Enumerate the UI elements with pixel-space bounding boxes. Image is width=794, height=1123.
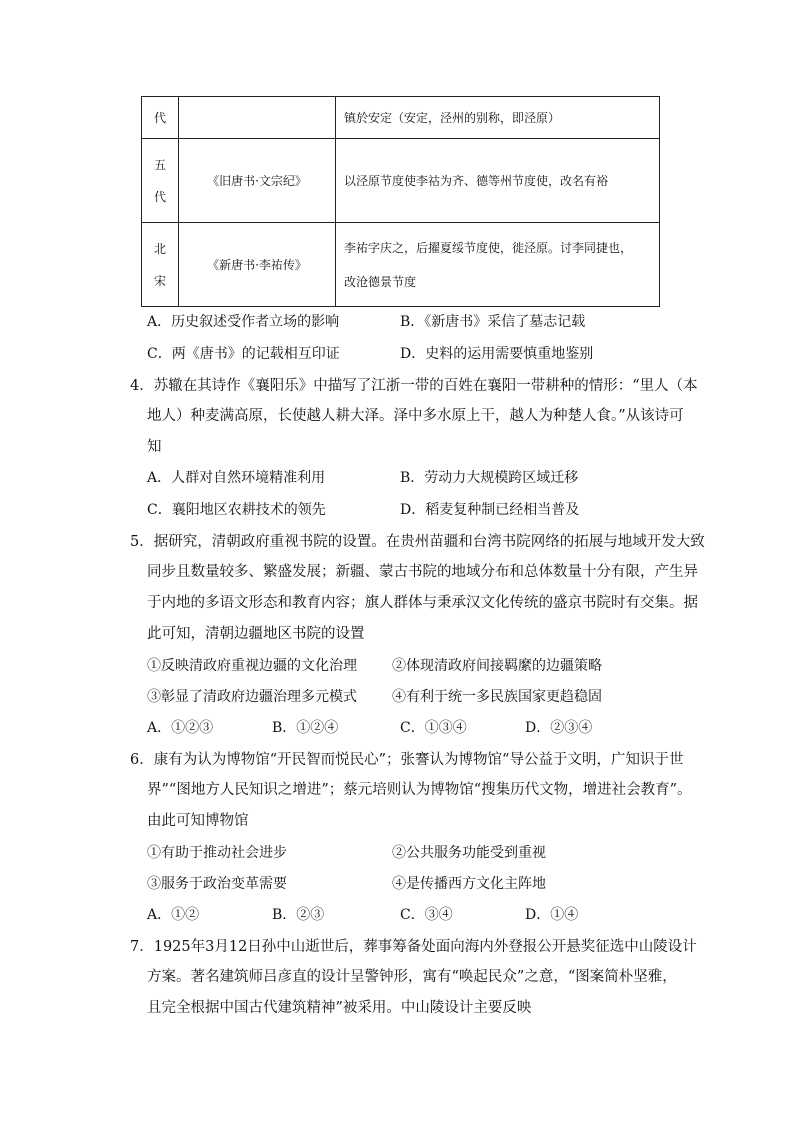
q6-option-d: D．①④	[525, 907, 579, 923]
era-cell	[142, 97, 179, 139]
content-cell	[336, 139, 660, 223]
q6-item-4: ④是传播西方文化主阵地	[392, 876, 546, 892]
era-char: 代	[153, 110, 166, 125]
q3-option-a: A．历史叙述受作者立场的影响	[147, 314, 340, 330]
q7-stem-line: 且完全根据中国古代建筑精神”被采用。中山陵设计主要反映	[147, 1000, 532, 1016]
q6-item-3: ③服务于政治变革需要	[147, 876, 287, 892]
q3-option-c: C．两《唐书》的记载相互印证	[147, 346, 340, 362]
q5-option-d: D．②③④	[525, 720, 593, 736]
table-row	[142, 139, 660, 223]
era-cell	[142, 139, 179, 223]
q5-item-1: ①反映清政府重视边疆的文化治理	[147, 658, 357, 674]
era-char: 宋	[153, 273, 166, 288]
q5-item-4: ④有利于统一多民族国家更趋稳固	[392, 689, 602, 705]
q6-option-c: C．③④	[400, 907, 453, 923]
q4-stem-line: 地人）种麦满高原，长使越人耕大泽。泽中多水原上干，越人为种楚人食。”从该诗可	[147, 408, 684, 424]
source-table	[141, 96, 660, 307]
content-line: 改沧德景节度	[344, 274, 417, 289]
q6-item-2: ②公共服务功能受到重视	[392, 845, 546, 861]
q6-option-b: B．②③	[272, 907, 325, 923]
content-line: 李祐字庆之，后擢夏绥节度使，徙泾原。讨李同捷也，	[344, 240, 633, 255]
q6-option-a: A．①②	[147, 907, 200, 923]
q6-stem-line: 界”“图地方人民知识之增进”；蔡元培则认为博物馆“搜集历代文物，增进社会教育”。	[147, 782, 692, 798]
content-line: 以泾原节度使李祜为齐、德等州节度使，改名有裕	[344, 173, 609, 188]
q6-item-1: ①有助于推动社会进步	[147, 845, 287, 861]
q5-stem-line: 此可知，清朝边疆地区书院的设置	[147, 626, 365, 642]
source-cell	[179, 97, 336, 139]
q5-option-a: A．①②③	[147, 720, 214, 736]
content-line: 镇於安定（安定，泾州的别称，即泾原）	[344, 110, 561, 125]
content-cell	[336, 97, 660, 139]
q5-option-b: B．①②④	[272, 720, 339, 736]
q3-option-b: B．《新唐书》采信了墓志记载	[400, 314, 586, 330]
q5-option-c: C．①③④	[400, 720, 467, 736]
q4-option-c: C．襄阳地区农耕技术的领先	[147, 502, 326, 518]
source-cell: 《旧唐书·文宗纪》	[179, 139, 336, 223]
q6-stem-line: 由此可知博物馆	[147, 813, 249, 829]
q7-stem-line: 方案。著名建筑师吕彦直的设计呈警钟形，寓有“唤起民众”之意，“图案简朴坚雅，	[147, 969, 677, 985]
q4-option-a: A．人群对自然环境精准利用	[147, 470, 326, 486]
source-cell: 《新唐书·李祐传》	[179, 223, 336, 307]
era-char: 五	[153, 157, 166, 172]
q6-stem-line: 6．康有为认为博物馆“开民智而悦民心”；张謇认为博物馆“导公益于文明，广知识于世	[130, 752, 684, 768]
q4-stem-line: 知	[147, 439, 162, 455]
q4-option-b: B．劳动力大规模跨区域迁移	[400, 470, 579, 486]
q7-stem-line: 7．1925年3月12日孙中山逝世后，葬事筹备处面向海内外登报公开悬奖征选中山陵设计	[130, 939, 697, 955]
table-row	[142, 97, 660, 139]
era-char: 北	[153, 241, 166, 256]
table-row	[142, 223, 660, 307]
era-char: 代	[153, 189, 166, 204]
content-cell	[336, 223, 660, 307]
q4-option-d: D．稻麦复种制已经相当普及	[400, 502, 580, 518]
q5-stem-line: 于内地的多语文形态和教育内容；旗人群体与秉承汉文化传统的盛京书院时有交集。据	[147, 595, 698, 611]
q5-stem-line: 5．据研究，清朝政府重视书院的设置。在贵州苗疆和台湾书院网络的拓展与地域开发大致	[130, 534, 705, 550]
q4-stem-line: 4．苏辙在其诗作《襄阳乐》中描写了江浙一带的百姓在襄阳一带耕种的情形：“里人（本	[130, 378, 698, 394]
era-cell	[142, 223, 179, 307]
q5-item-2: ②体现清政府间接羁縻的边疆策略	[392, 658, 602, 674]
q5-item-3: ③彰显了清政府边疆治理多元模式	[147, 689, 357, 705]
q5-stem-line: 同步且数量较多、繁盛发展；新疆、蒙古书院的地域分布和总体数量十分有限，产生异	[147, 564, 698, 580]
q3-option-d: D．史料的运用需要慎重地鉴别	[400, 346, 594, 362]
